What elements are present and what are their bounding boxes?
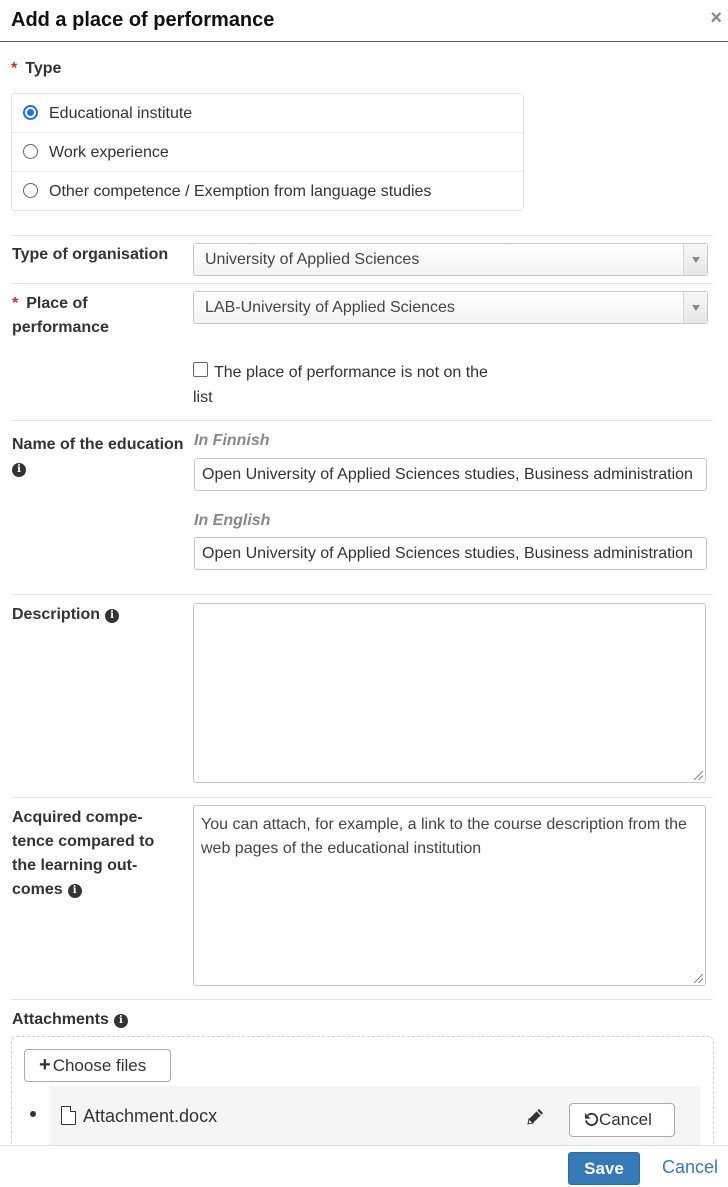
- info-icon[interactable]: i: [12, 463, 26, 477]
- acquired-competence-textarea[interactable]: [193, 805, 706, 986]
- radio-educational-institute[interactable]: [12, 94, 523, 133]
- organisation-type-select[interactable]: [193, 243, 708, 276]
- label-line: tence compared to: [12, 833, 155, 850]
- label-line: performance: [12, 319, 109, 336]
- label-line: Place of: [26, 295, 88, 312]
- acquired-competence-label: [12, 806, 154, 902]
- cancel-link[interactable]: Cancel: [662, 1157, 719, 1177]
- divider: [11, 797, 713, 798]
- choose-files-button[interactable]: [24, 1049, 171, 1082]
- required-marker: *: [11, 60, 18, 77]
- acquired-competence-value: You can attach, for example, a link to the course description from the web pages of the educational institution: [201, 816, 687, 857]
- type-radio-group: [11, 93, 524, 211]
- file-icon: [61, 1106, 76, 1125]
- attachments-label-text: Attachments: [12, 1011, 109, 1028]
- place-of-performance-value: LAB-University of Applied Sciences: [205, 299, 455, 316]
- radio-label: Work experience: [49, 144, 169, 161]
- save-button[interactable]: Save: [568, 1152, 640, 1185]
- attachments-label: [12, 1008, 128, 1032]
- type-label-text: Type: [25, 60, 62, 77]
- required-marker: *: [12, 295, 19, 312]
- radio-label: Educational institute: [49, 105, 193, 122]
- list-bullet: [30, 1111, 36, 1117]
- english-label: In English: [194, 512, 271, 529]
- radio-button[interactable]: [23, 144, 38, 159]
- resize-handle[interactable]: [694, 974, 703, 983]
- divider: [11, 594, 713, 595]
- place-of-performance-label: [12, 292, 109, 340]
- dialog-title: Add a place of performance: [11, 9, 275, 31]
- pencil-icon[interactable]: [524, 1106, 546, 1128]
- info-icon[interactable]: i: [68, 884, 82, 898]
- radio-other-competence[interactable]: [12, 172, 523, 211]
- undo-icon: [584, 1112, 599, 1127]
- radio-button[interactable]: [23, 183, 38, 198]
- education-name-label-text: Name of the education: [12, 436, 184, 453]
- radio-work-experience[interactable]: [12, 133, 523, 172]
- not-on-list-label[interactable]: The place of performance is not on the list: [193, 364, 488, 406]
- resize-handle[interactable]: [694, 771, 703, 780]
- radio-button-checked[interactable]: [23, 105, 38, 120]
- finnish-label: In Finnish: [194, 432, 270, 449]
- place-of-performance-select[interactable]: [193, 291, 708, 324]
- type-label: [11, 60, 61, 78]
- label-line: Acquired compe-: [12, 809, 143, 826]
- organisation-type-label: Type of organisation: [12, 246, 169, 263]
- radio-label: Other competence / Exemption from language studies: [49, 183, 432, 200]
- divider: [11, 235, 713, 236]
- choose-files-label: Choose files: [52, 1056, 147, 1075]
- education-name-finnish-input[interactable]: Open University of Applied Sciences studies, Business administration: [194, 458, 707, 491]
- attachment-name[interactable]: Attachment.docx: [83, 1106, 218, 1126]
- info-icon[interactable]: i: [105, 609, 119, 623]
- plus-icon: +: [39, 1054, 51, 1076]
- chevron-down-icon[interactable]: [683, 244, 707, 275]
- description-label: [12, 603, 119, 627]
- cancel-attachment-label: Cancel: [599, 1110, 652, 1129]
- description-textarea[interactable]: [193, 603, 706, 783]
- education-name-label: [12, 433, 184, 481]
- divider: [11, 283, 713, 284]
- label-line: the learning out-: [12, 857, 138, 874]
- close-icon[interactable]: ×: [710, 7, 722, 29]
- label-line: comes: [12, 881, 63, 898]
- divider: [11, 420, 713, 421]
- education-name-english-input[interactable]: Open University of Applied Sciences studies, Business administration: [194, 537, 707, 570]
- cancel-attachment-button[interactable]: [569, 1103, 675, 1137]
- description-label-text: Description: [12, 606, 101, 623]
- chevron-down-icon[interactable]: [683, 292, 707, 323]
- organisation-type-value: University of Applied Sciences: [205, 251, 420, 268]
- info-icon[interactable]: i: [114, 1014, 128, 1028]
- dialog-header: [0, 0, 728, 42]
- divider: [11, 999, 713, 1000]
